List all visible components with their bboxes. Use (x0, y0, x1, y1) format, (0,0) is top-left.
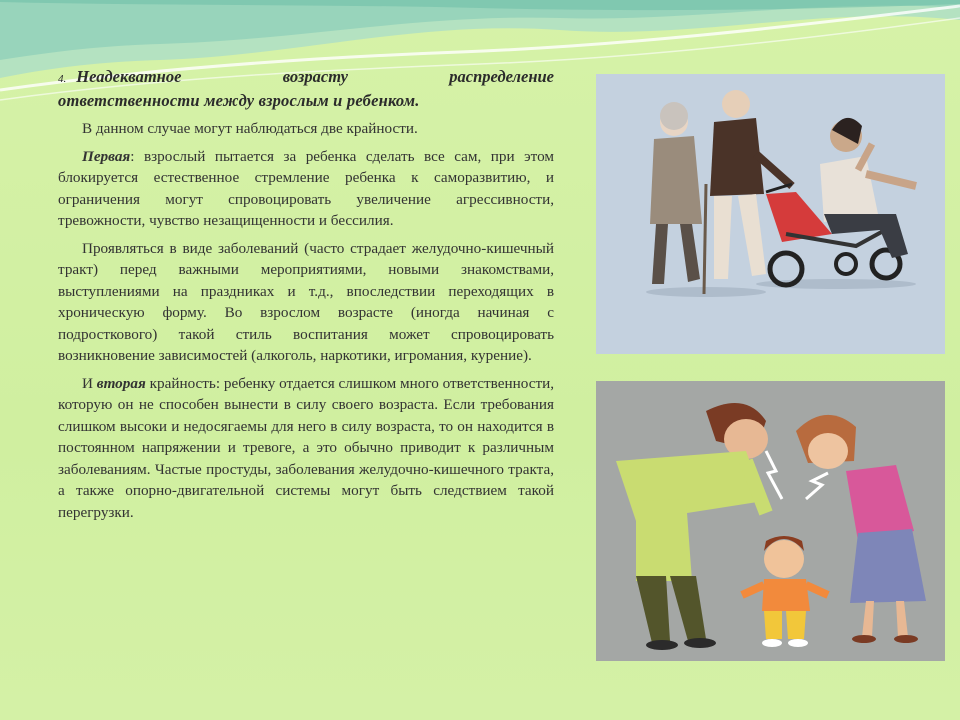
illustration-scolding-parents (596, 381, 945, 661)
scolding-drawing (596, 381, 945, 661)
paragraph-2 (58, 146, 554, 232)
paragraph-4-bold: вторая (96, 374, 146, 392)
heading-line-1-text: Неадекватное возрасту распределение (76, 67, 554, 86)
paragraph-4 (58, 373, 554, 524)
heading-number: 4. (58, 73, 67, 85)
heading-line-1 (58, 66, 554, 90)
heading-line-2: ответственности между взрослым и ребенком. (58, 91, 420, 110)
paragraph-2-bold: Первая (82, 147, 131, 165)
slide-heading (58, 66, 554, 112)
illustration-stroller (596, 74, 945, 354)
paragraph-4-start: И (82, 374, 97, 392)
paragraph-2-text: : взрослый пытается за ребенка сделать все сам, при этом блокируется естественное стремление ребенка к саморазвитию, и ограничения могут спровоцировать увеличение агрессивности, тревожности, чувство незащищенности и бессилия. (58, 147, 554, 229)
stroller-drawing (596, 74, 945, 354)
paragraph-4-text: крайность: ребенку отдается слишком много ответственности, которую он не способен вынести в силу своего возраста. Если требования слишком высоки и недосягаемы для него в силу возраста, то он находится в постоянном напряжении и тревоге, а это обычно приводит к различным заболеваниям. Частые простуды, заболевания желудочно-кишечного тракта, а также опорно-двигательной системы могут быть следствием такой перегрузки. (58, 374, 555, 521)
paragraph-1: В данном случае могут наблюдаться две крайности. (82, 120, 418, 137)
paragraph-3: Проявляться в виде заболеваний (часто страдает желудочно-кишечный тракт) перед важными мероприятиями, новыми знакомствами, выступлениями на праздниках и т.д., впоследствии переходящих в хроническую форму. Во взрослом возрасте (иногда начиная с подросткового) такой стиль воспитания может спровоцировать возникновение зависимостей (алкоголь, наркотики, игромания, курение). (58, 239, 554, 364)
slide-text-block (58, 66, 554, 523)
